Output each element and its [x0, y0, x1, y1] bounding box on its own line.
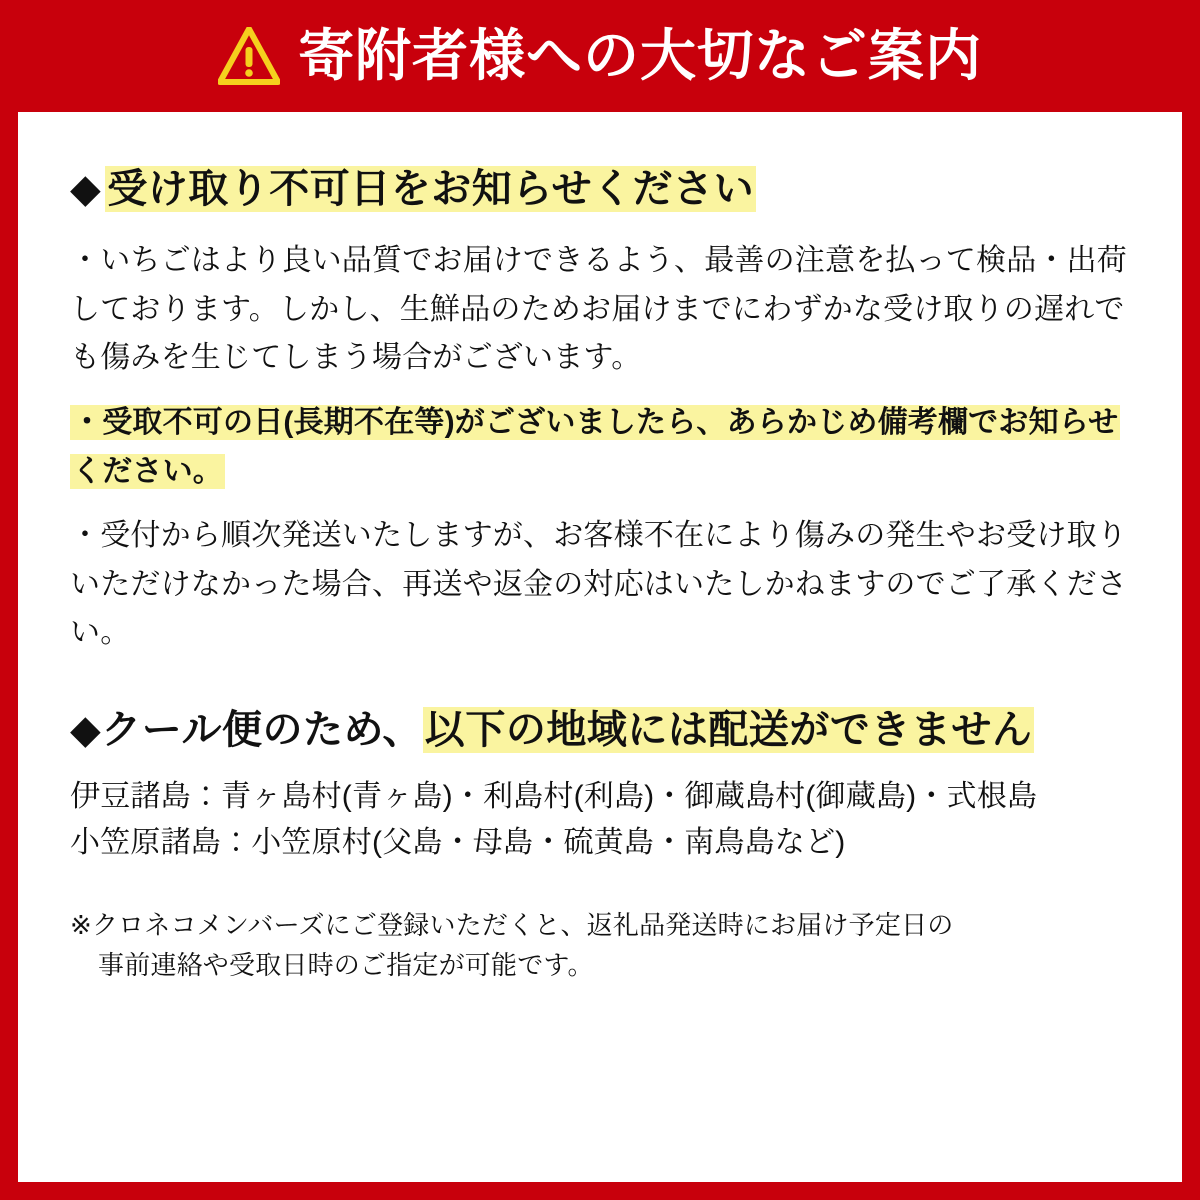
page-title: 寄附者様への大切なご案内 [298, 24, 982, 87]
section-heading-delivery-exclusions [70, 704, 1130, 756]
paragraph-unavailable-dates [70, 399, 1130, 496]
region-line-izu: 伊豆諸島：青ヶ島村(青ヶ島)・利島村(利島)・御蔵島村(御蔵島)・式根島 [70, 779, 1038, 813]
paragraph-unavailable-dates-text: ・受取不可の日(長期不在等)がございましたら、あらかじめ備考欄でお知らせください。 [72, 405, 1119, 488]
section-heading-cool-delivery: クール便のため、 [101, 707, 423, 752]
note-line-2: 事前連絡や受取日時のご指定が可能です。 [98, 950, 594, 981]
notice-card [18, 112, 1182, 1182]
note-kuroneko-members [70, 905, 1130, 986]
note-line-1: ※クロネコメンバーズにご登録いただくと、返礼品発送時にお届け予定日の [70, 910, 954, 941]
poster-header [0, 0, 1200, 112]
diamond-bullet-icon-2: ◆ [70, 707, 102, 752]
section-heading-exclusion-highlight: 以下の地域には配送ができません [424, 707, 1033, 752]
paragraph-no-resend: ・受付から順次発送いたしますが、お客様不在により傷みの発生やお受け取りいただけなかった場合、再送や返金の対応はいたしかねますのでご了承ください。 [70, 519, 1127, 650]
warning-triangle-icon [218, 27, 280, 85]
diamond-bullet-icon: ◆ [70, 167, 102, 211]
section-heading-receipt-text: 受け取り不可日をお知らせください [107, 167, 755, 211]
paragraph-quality: ・いちごはより良い品質でお届けできるよう、最善の注意を払って検品・出荷しております。しかし、生鮮品のためお届けまでにわずかな受け取りの遅れでも傷みを生じてしまう場合がございます。 [70, 244, 1127, 375]
region-line-ogasawara: 小笠原諸島：小笠原村(父島・母島・硫黄島・南鳥島など) [70, 825, 846, 859]
section-heading-receipt [70, 164, 1130, 215]
